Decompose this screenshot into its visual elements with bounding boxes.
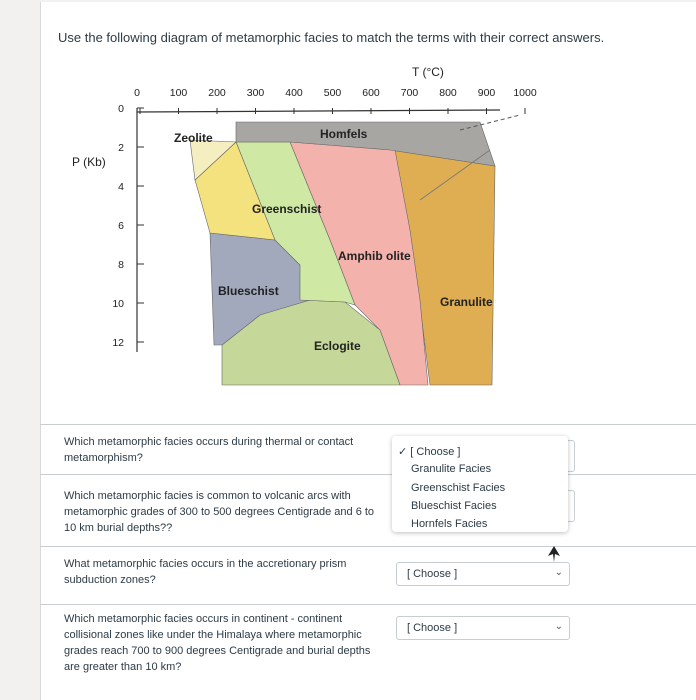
- question-3-text: What metamorphic facies occurs in the accretionary prism subduction zones?: [64, 558, 347, 586]
- check-icon: ✓: [398, 446, 408, 458]
- dropdown-option-blueschist[interactable]: Blueschist Facies: [411, 500, 497, 512]
- pressure-ticks: [112, 103, 144, 349]
- question-2-text: Which metamorphic facies is common to volcanic arcs with metamorphic grades of 300 to 500 degrees Centigrade and 6 to 10 km burial depths??: [64, 490, 375, 534]
- pressure-tick-label: 8: [118, 259, 124, 271]
- temperature-tick-label: 0: [134, 87, 140, 99]
- temperature-tick-label: 800: [439, 87, 457, 99]
- zeolite-label: Zeolite: [174, 131, 213, 145]
- dropdown-option-granulite[interactable]: Granulite Facies: [411, 463, 492, 475]
- temperature-tick-label: 1000: [513, 87, 537, 99]
- pressure-tick-label: 4: [118, 181, 124, 193]
- temperature-axis-title: T (°C): [412, 65, 444, 79]
- temperature-tick-label: 600: [362, 87, 380, 99]
- temperature-tick-label: 100: [169, 87, 188, 99]
- temperature-tick-label: 300: [246, 87, 265, 99]
- question-4-text: Which metamorphic facies occurs in continent - continent collisional zones like under the Himalaya where metamorphic grades reach 700 to 900 degrees Centigrade and burial depths are greater than 10 km?: [64, 613, 371, 673]
- answer-select-4[interactable]: [396, 616, 570, 640]
- blueschist-label: Blueschist: [218, 284, 279, 298]
- chevron-down-icon: ⌄: [554, 621, 563, 632]
- temperature-tick-label: 200: [208, 87, 226, 99]
- answer-select-3[interactable]: [396, 562, 570, 586]
- temperature-tick-label: 700: [400, 87, 419, 99]
- answer-select-3-value: [ Choose ]: [407, 568, 458, 580]
- pressure-tick-label: 0: [118, 103, 124, 115]
- temperature-tick-label: 400: [285, 87, 303, 99]
- dropdown-option-greenschist[interactable]: Greenschist Facies: [411, 482, 506, 494]
- chevron-down-icon: ⌄: [554, 567, 563, 578]
- question-prompt: Use the following diagram of metamorphic facies to match the terms with their correct answers.: [58, 30, 605, 45]
- answer-select-4-value: [ Choose ]: [407, 622, 458, 634]
- dropdown-option-choose[interactable]: [398, 445, 460, 458]
- temperature-axis-line: [137, 110, 500, 112]
- temperature-tick-label: 500: [323, 87, 342, 99]
- dropdown-option-hornfels[interactable]: Hornfels Facies: [411, 518, 488, 530]
- pressure-tick-label: 10: [112, 298, 124, 310]
- question-1-text: Which metamorphic facies occurs during thermal or contact metamorphism?: [64, 436, 354, 464]
- answer-dropdown-menu: [392, 436, 568, 532]
- dropdown-option-choose-label: [ Choose ]: [410, 446, 461, 458]
- pressure-tick-label: 12: [112, 337, 124, 349]
- hornfels-label: Homfels: [320, 127, 368, 141]
- greenschist-label: Greenschist: [252, 202, 322, 216]
- temperature-tick-label: 900: [477, 87, 496, 99]
- pressure-axis-title: P (Kb): [72, 155, 106, 169]
- pressure-tick-label: 2: [118, 142, 124, 154]
- pressure-tick-label: 6: [118, 220, 124, 232]
- cursor-arrow-icon: [548, 546, 560, 562]
- eclogite-label: Eclogite: [314, 339, 361, 353]
- amphibolite-label: Amphib olite: [338, 249, 411, 263]
- granulite-label: Granulite: [440, 295, 493, 309]
